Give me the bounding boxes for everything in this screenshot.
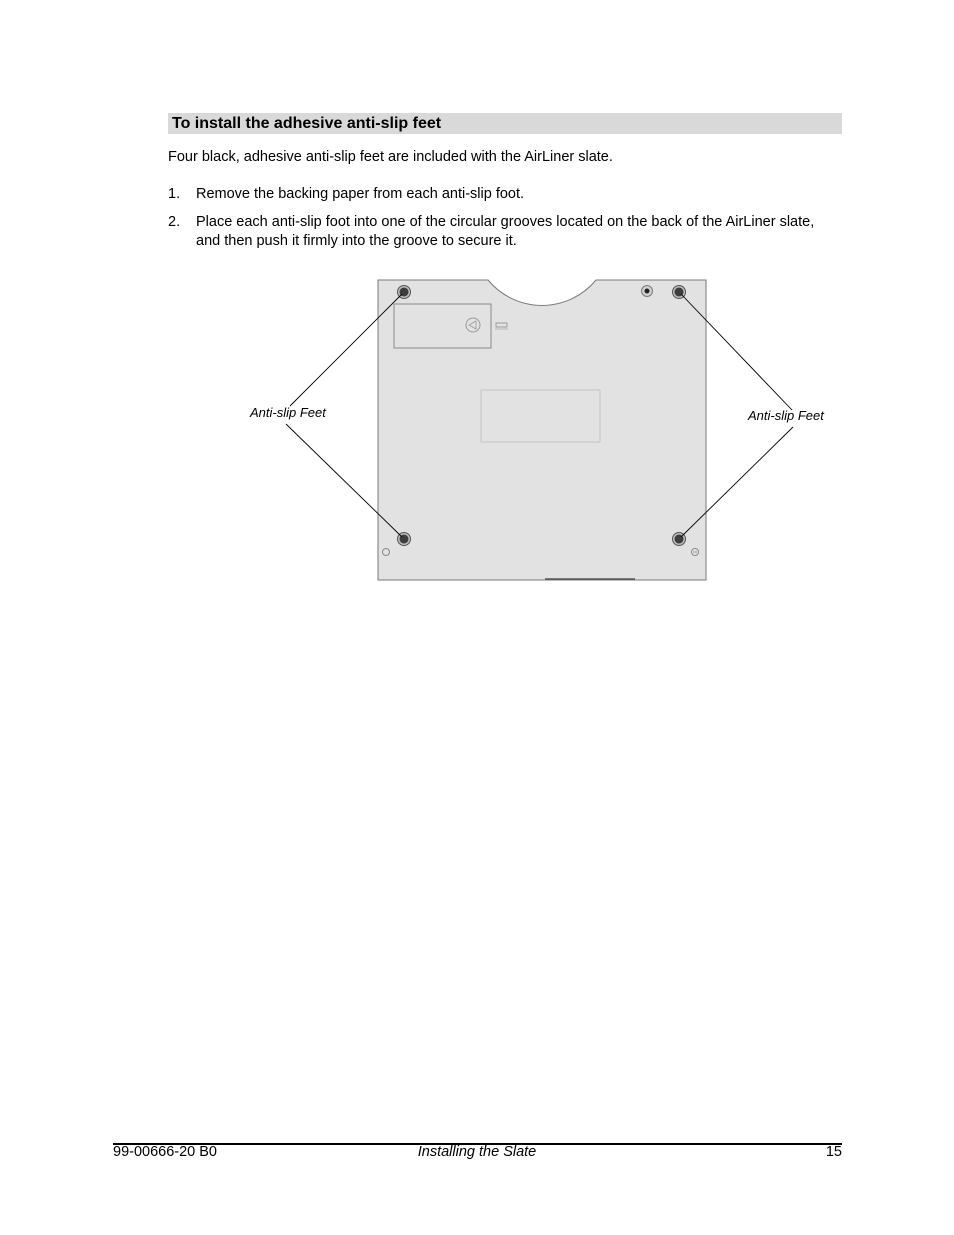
slate-body xyxy=(378,280,706,580)
step-text: Place each anti-slip foot into one of the circular grooves located on the back of the AirLiner slate, and then push it firmly into the groove to secure it. xyxy=(196,214,815,249)
step-number: 1. xyxy=(168,186,181,202)
footer-doc-number: 99-00666-20 B0 xyxy=(113,1144,217,1160)
footer-chapter-title: Installing the Slate xyxy=(417,1144,537,1160)
intro-paragraph: Four black, adhesive anti-slip feet are included with the AirLiner slate. xyxy=(168,149,613,165)
step-number: 2. xyxy=(168,214,181,230)
callout-label-left: Anti-slip Feet xyxy=(250,405,326,420)
step-text: Remove the backing paper from each anti-slip foot. xyxy=(196,186,525,202)
slate-back-illustration xyxy=(240,272,840,588)
footer-page-number: 15 xyxy=(825,1144,842,1160)
section-heading: To install the adhesive anti-slip feet xyxy=(168,113,842,134)
callout-label-right: Anti-slip Feet xyxy=(748,408,824,423)
